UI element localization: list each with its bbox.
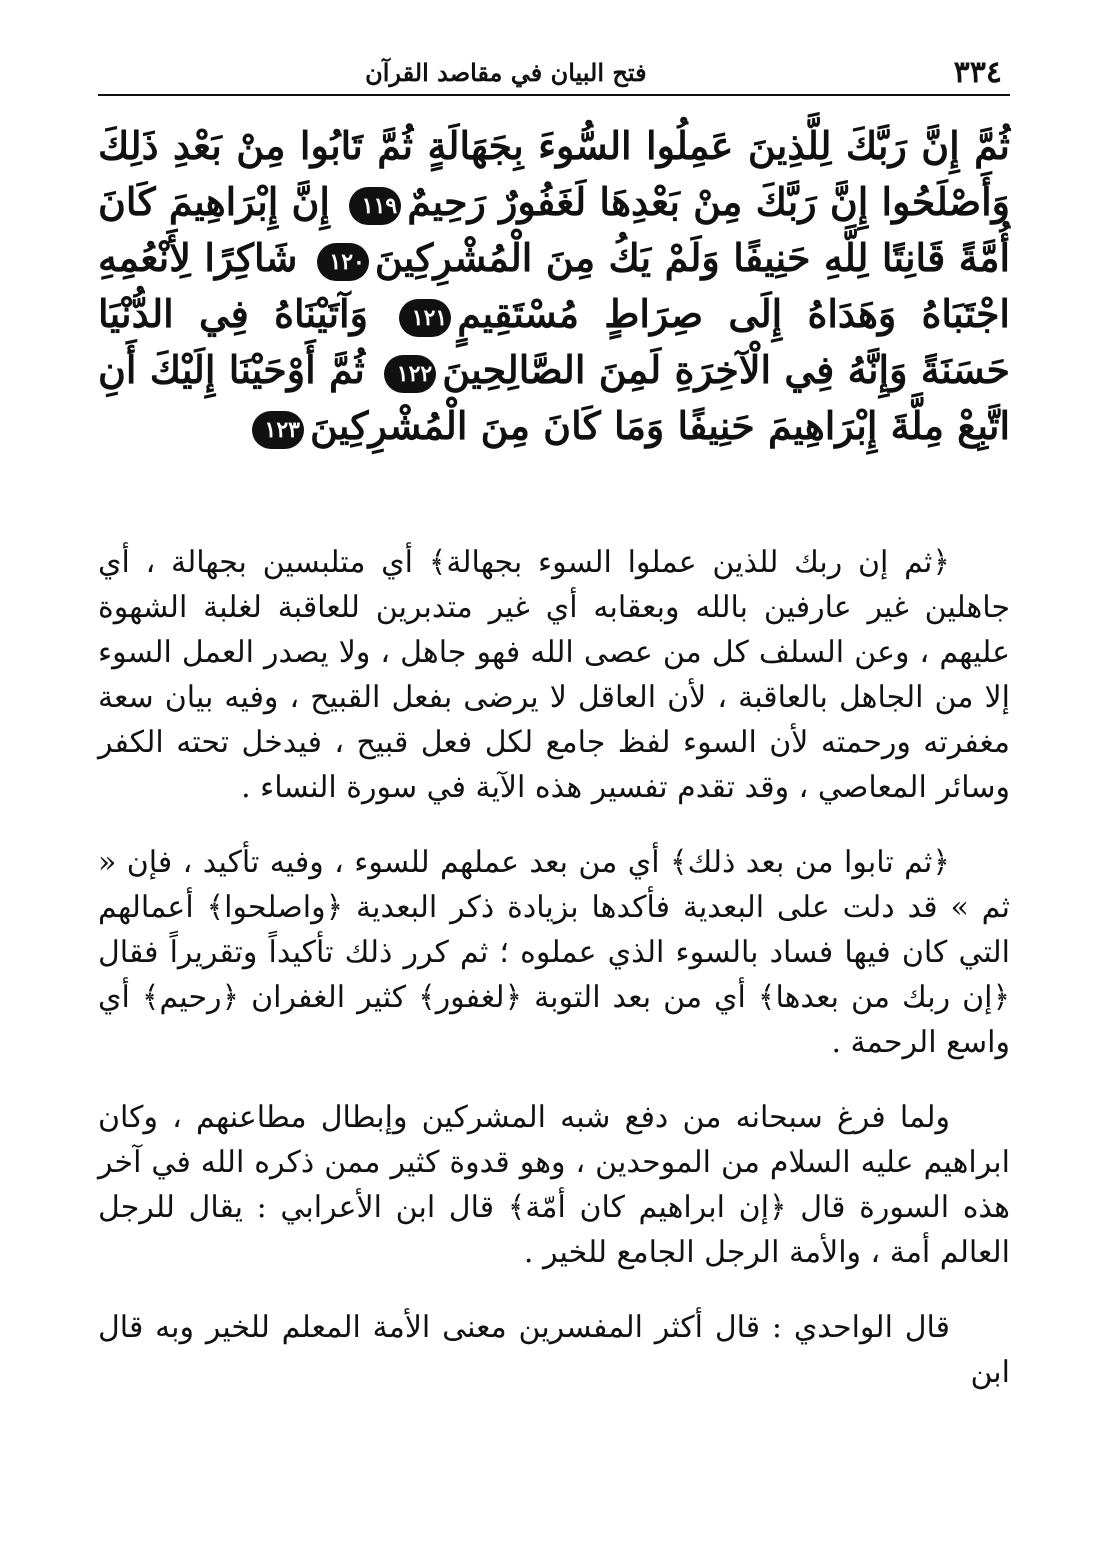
quoted-verse: ﴿ ثم إن ربك للذين عملوا السوء بجهالة ﴾	[429, 545, 950, 580]
page-header	[98, 50, 1010, 96]
commentary-text: أي متلبسين بجهالة ، أي جاهلين غير عارفين بالله وبعقابه أي غير متدبرين للعاقبة لغلبة الشهوة عليهم ، وعن السلف كل من عصى الله فهو جاهل ، ولا يصدر العمل السوء إلا من الجاهل بالعاقبة ، لأن العاقل لا يرضى بفعل القبيح ، وفيه بيان سعة مغفرته ورحمته لأن السوء لفظ جامع لكل فعل قبيح ، فيدخل تحته الكفر وسائر المعاصي ، وقد تقدم تفسير هذه الآية في سورة النساء .	[98, 545, 1010, 805]
ayah-number-marker: ١١٩	[349, 187, 401, 225]
commentary-text: أي من بعد التوبة	[522, 980, 758, 1015]
ayah-number-marker: ١٢٣	[252, 411, 304, 449]
ayah-number-marker: ١٢٠	[317, 243, 369, 281]
commentary-text: ولما فرغ سبحانه من دفع شبه المشركين وإبطال مطاعنهم ، وكان ابراهيم عليه السلام من الموحدين ، وهو قدوة كثير ممن ذكره الله في آخر هذه السورة قال	[98, 1100, 1010, 1225]
commentary-text: أي من بعد عملهم للسوء ، وفيه تأكيد ، فإن « ثم » قد دلت على البعدية فأكدها بزيادة ذكر البعدية	[98, 845, 1010, 925]
commentary-text: قال ابن الأعرابي : يقال للرجل العالم أمة ، والأمة الرجل الجامع للخير .	[98, 1190, 1010, 1270]
commentary-body	[98, 540, 1010, 1425]
commentary-paragraph	[98, 1095, 1010, 1275]
quran-verses	[98, 118, 1010, 454]
quoted-verse: ﴿ رحيم ﴾	[142, 980, 239, 1015]
verse-text: ثُمَّ إِنَّ رَبَّكَ لِلَّذِينَ عَمِلُوا السُّوءَ بِجَهَالَةٍ ثُمَّ تَابُوا مِنْ بَعْدِ ذَلِكَ وَأَصْلَحُوا إِنَّ رَبَّكَ مِنْ بَعْدِهَا لَغَفُورٌ رَحِيمٌ	[98, 123, 1011, 224]
verse-text: إِنَّ إِبْرَاهِيمَ كَانَ أُمَّةً قَانِتًا لِلَّهِ حَنِيفًا وَلَمْ يَكُ مِنَ الْمُشْرِكِينَ	[98, 179, 1010, 280]
running-title: فتح البيان في مقاصد القرآن	[365, 57, 647, 87]
commentary-paragraph	[98, 540, 1010, 810]
quoted-verse: ﴿ لغفور ﴾	[418, 980, 522, 1015]
page-number: ٣٣٤	[953, 54, 1002, 90]
quoted-verse: ﴿ إن ربك من بعدها ﴾	[758, 980, 1010, 1015]
commentary-text: قال الواحدي : قال أكثر المفسرين معنى الأمة المعلم للخير وبه قال ابن	[98, 1310, 1010, 1390]
ayah-number-marker: ١٢٢	[384, 355, 436, 393]
commentary-paragraph	[98, 1305, 1010, 1395]
commentary-text: أي واسع الرحمة .	[98, 980, 1010, 1060]
quoted-verse: ﴿ واصلحوا ﴾	[207, 890, 344, 925]
ayah-number-marker: ١٢١	[399, 299, 451, 337]
commentary-text: أعمالهم التي كان فيها فساد بالسوء الذي عملوه ؛ ثم كرر ذلك تأكيداً وتقريراً فقال	[98, 890, 1010, 970]
quoted-verse: ﴿ إن ابراهيم كان أمّة ﴾	[508, 1190, 787, 1225]
verse-text: ثُمَّ أَوْحَيْنَا إِلَيْكَ أَنِ اتَّبِعْ مِلَّةَ إِبْرَاهِيمَ حَنِيفًا وَمَا كَانَ مِنَ الْمُشْرِكِينَ	[98, 347, 1010, 448]
verse-text: وَآتَيْنَاهُ فِي الدُّنْيَا حَسَنَةً وَإِنَّهُ فِي الْآخِرَةِ لَمِنَ الصَّالِحِينَ	[98, 291, 1011, 392]
commentary-text: كثير الغفران	[239, 980, 419, 1015]
verse-text: شَاكِرًا لِأَنْعُمِهِ اجْتَبَاهُ وَهَدَاهُ إِلَى صِرَاطٍ مُسْتَقِيمٍ	[98, 235, 1010, 336]
commentary-paragraph	[98, 840, 1010, 1065]
quoted-verse: ﴿ ثم تابوا من بعد ذلك ﴾	[670, 845, 950, 880]
